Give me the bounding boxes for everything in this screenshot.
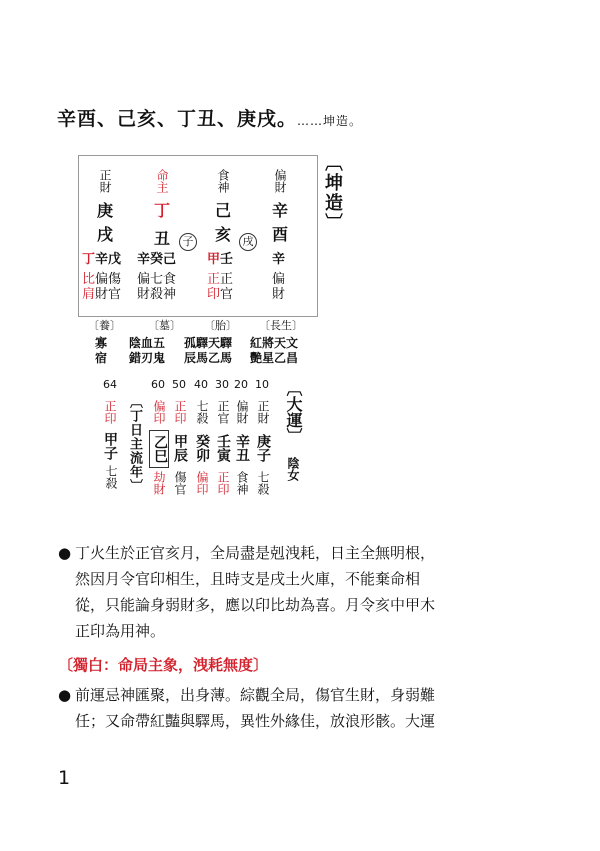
branch: 丑 <box>153 229 170 248</box>
ten-god-label: 正財 <box>98 169 112 193</box>
dayun-top: 正財 <box>256 400 270 424</box>
paragraph-line: 正印為用神。 <box>75 622 166 640</box>
dayun-bottom: 傷官 <box>173 471 187 495</box>
pillar-day <box>152 164 172 220</box>
pillar-hour <box>95 164 115 244</box>
dayun-age: 60 <box>151 378 165 391</box>
hidden-stems-day: 辛癸己 <box>137 252 177 267</box>
circled-branch-1 <box>179 230 197 251</box>
life-stage: 〔養〕 <box>88 319 121 332</box>
title-pillars: 辛酉、己亥、丁丑、庚戌。 <box>57 108 298 130</box>
life-stage: 〔胎〕 <box>204 319 237 332</box>
gender-tag: 〔坤造〕 <box>322 153 343 233</box>
pillar-month <box>213 164 233 244</box>
bazi-chart-box <box>78 155 318 317</box>
dayun-pillar: 癸卯 <box>194 434 210 462</box>
hidden-gods-year: 偏 財 <box>272 272 286 302</box>
dayun-top: 正印 <box>173 400 187 424</box>
dayun-age: 10 <box>255 378 269 391</box>
branch: 戌 <box>96 225 113 244</box>
life-stage: 〔墓〕 <box>148 319 181 332</box>
pillar-year <box>270 164 290 244</box>
hidden-stems-month: 甲壬 <box>207 252 234 267</box>
stem: 己 <box>214 201 231 220</box>
dayun-label: 〔大運〕 <box>284 380 303 444</box>
dayun-age: 40 <box>194 378 208 391</box>
dayun-top: 七殺 <box>195 400 209 424</box>
dayun-bottom: 正印 <box>216 471 230 495</box>
dayun-bottom: 偏印 <box>195 471 209 495</box>
dayun-gender: 陰女 <box>286 457 300 481</box>
stem: 辛 <box>271 201 288 220</box>
dayun-age: 50 <box>172 378 186 391</box>
shensha-year: 紅將天文 艷星乙昌 <box>250 336 299 365</box>
dayun-age: 64 <box>103 378 117 391</box>
circled-char: 子 <box>179 233 197 251</box>
hidden-gods-day: 偏七食 財殺神 <box>137 272 177 302</box>
circled-char: 戌 <box>239 233 257 251</box>
section-heading: 〔獨白：命局主象，洩耗無度〕 <box>58 656 269 674</box>
paragraph-line: 丁火生於正官亥月，全局盡是剋洩耗，日主全無明根， <box>75 544 436 562</box>
stem: 丁 <box>153 201 170 220</box>
hidden-gods-month: 正正 印官 <box>207 272 234 302</box>
paragraph-line: 然因月令官印相生，且時支是戌土火庫，不能棄命相 <box>75 570 421 588</box>
chart-title <box>57 104 362 131</box>
dayun-pillar: 壬寅 <box>215 434 231 462</box>
paragraph-2 <box>58 682 518 734</box>
dayun-top: 正官 <box>216 400 230 424</box>
dayun-pillar: 乙巳 <box>149 430 169 468</box>
hidden-gods-hour: 比偏傷 肩財官 <box>82 272 122 302</box>
dayun-age: 20 <box>234 378 248 391</box>
year-note: 〔丁日主流年〕 <box>127 395 142 493</box>
bullet: ● <box>58 686 72 704</box>
stem: 庚 <box>96 201 113 220</box>
ten-god-label: 命主 <box>155 169 169 193</box>
dayun-top: 偏財 <box>235 400 249 424</box>
branch: 亥 <box>214 225 231 244</box>
day-branch <box>152 230 172 248</box>
dayun-bottom: 食神 <box>235 471 249 495</box>
ten-god-label: 偏財 <box>273 169 287 193</box>
hidden-stems-year: 辛 <box>272 252 286 267</box>
dayun-age: 30 <box>215 378 229 391</box>
ten-god-label: 食神 <box>216 169 230 193</box>
paragraph-line: 任；又命帶紅豔與驛馬，異性外緣佳，放浪形骸。大運 <box>75 712 436 730</box>
branch: 酉 <box>271 225 288 244</box>
shensha-hour: 寡 宿 <box>95 336 108 365</box>
dayun-pillar: 甲子 <box>102 432 118 460</box>
life-stage: 〔長生〕 <box>259 319 303 332</box>
dayun-pillar: 庚子 <box>255 434 271 462</box>
bullet: ● <box>58 544 72 562</box>
dayun-bottom: 劫財 <box>152 471 166 495</box>
paragraph-line: 前運忌神匯聚，出身薄。綜觀全局，傷官生財，身弱難 <box>75 686 436 704</box>
dayun-bottom: 七殺 <box>104 465 118 489</box>
circled-branch-2 <box>239 230 257 251</box>
hidden-stems-hour: 丁辛戊 <box>82 252 122 267</box>
dayun-bottom: 七殺 <box>256 471 270 495</box>
dayun-pillar: 辛丑 <box>234 434 250 462</box>
dayun-pillar: 甲辰 <box>172 434 188 462</box>
shensha-month: 孤驛天驛 辰馬乙馬 <box>184 336 233 365</box>
paragraph-line: 從，只能論身弱財多，應以印比劫為喜。月令亥中甲木 <box>75 596 436 614</box>
page-number: 1 <box>58 767 71 789</box>
dayun-top: 正印 <box>103 400 117 424</box>
shensha-day: 陰血五 錯刃鬼 <box>129 336 166 365</box>
title-suffix: ……坤造。 <box>297 114 363 128</box>
paragraph-1 <box>58 540 518 644</box>
dayun-top: 偏印 <box>152 400 166 424</box>
